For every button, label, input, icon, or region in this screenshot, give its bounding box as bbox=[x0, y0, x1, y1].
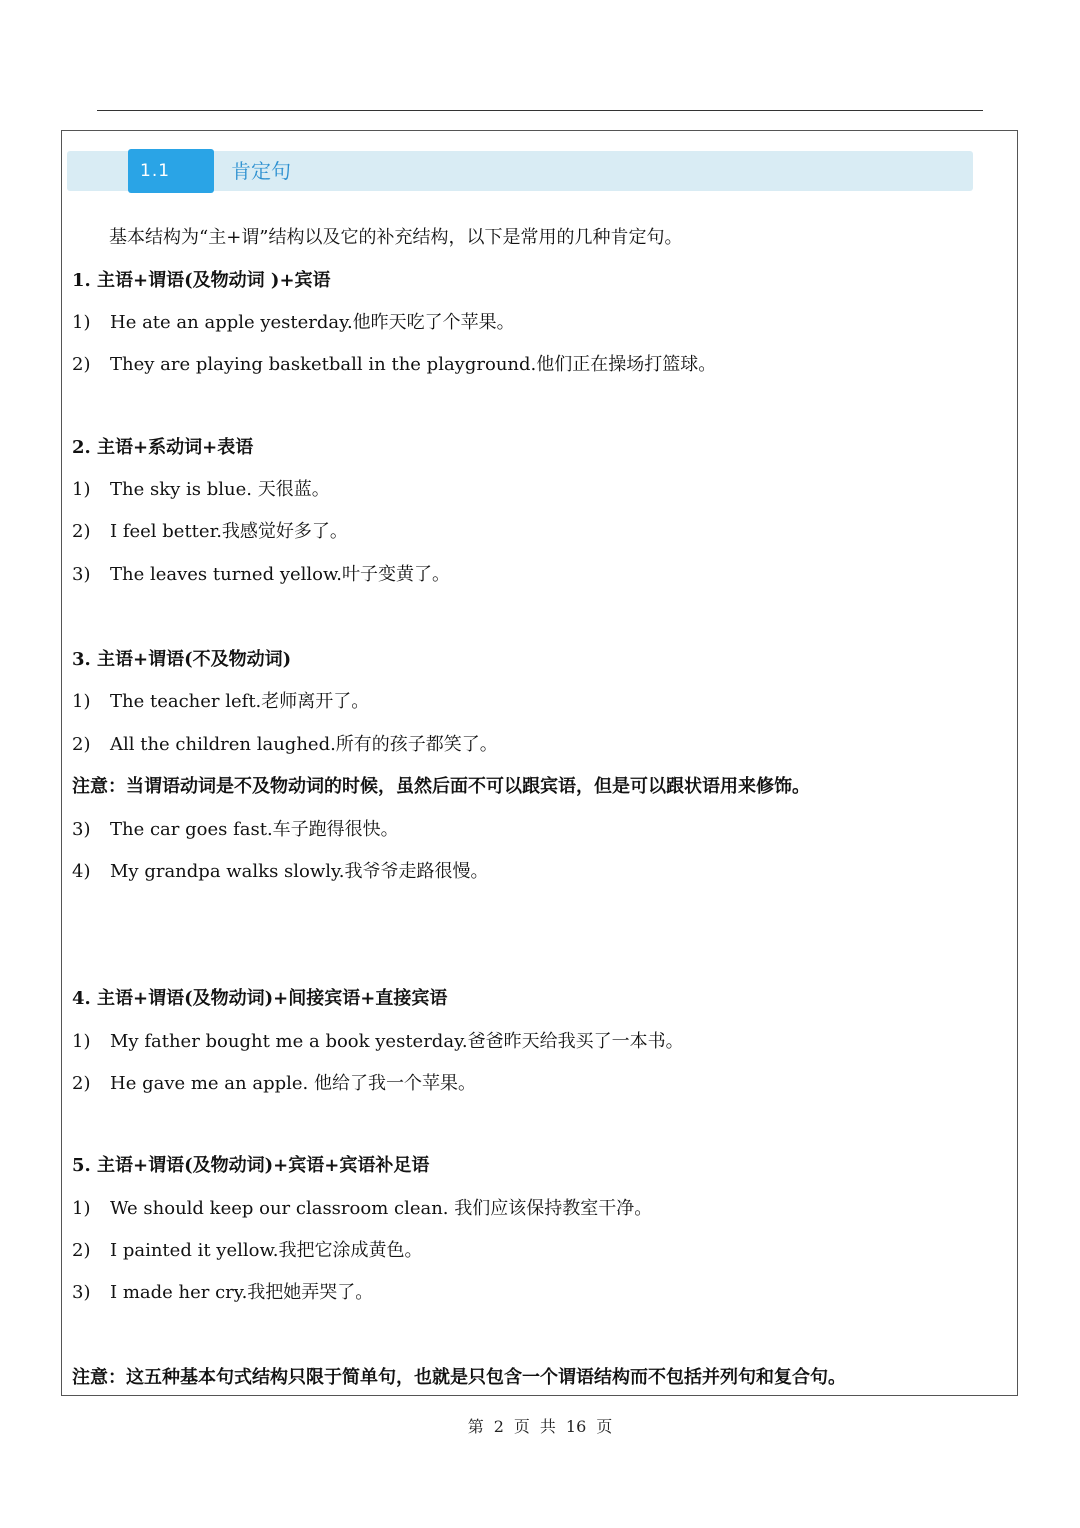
final-note: 注意：这五种基本句式结构只限于简单句，也就是只包含一个谓语结构而不包括并列句和复合句。 bbox=[72, 1367, 846, 1388]
list-item: 2) He gave me an apple. 他给了我一个苹果。 bbox=[72, 1073, 476, 1094]
group-heading-4: 4. 主语+谓语(及物动词)+间接宾语+直接宾语 bbox=[72, 988, 448, 1009]
footer-text: 页 bbox=[596, 1417, 613, 1436]
footer-text: 第 bbox=[467, 1417, 484, 1436]
list-item: 3) I made her cry.我把她弄哭了。 bbox=[72, 1282, 374, 1303]
group-heading-5: 5. 主语+谓语(及物动词)+宾语+宾语补足语 bbox=[72, 1155, 430, 1176]
section-banner bbox=[67, 151, 973, 191]
list-item: 2) I feel better.我感觉好多了。 bbox=[72, 521, 348, 542]
group-heading-1: 1. 主语+谓语(及物动词 )+宾语 bbox=[72, 270, 331, 291]
list-item: 4) My grandpa walks slowly.我爷爷走路很慢。 bbox=[72, 861, 489, 882]
group-heading-2: 2. 主语+系动词+表语 bbox=[72, 437, 254, 458]
note-text: 注意：当谓语动词是不及物动词的时候，虽然后面不可以跟宾语，但是可以跟状语用来修饰。 bbox=[72, 776, 810, 797]
footer-text: 页 bbox=[513, 1417, 530, 1436]
list-item: 2) I painted it yellow.我把它涂成黄色。 bbox=[72, 1240, 423, 1261]
list-item: 1) The sky is blue. 天很蓝。 bbox=[72, 479, 330, 500]
total-page-count: 16 bbox=[565, 1417, 587, 1436]
footer-text: 共 bbox=[539, 1417, 556, 1436]
content-frame bbox=[61, 130, 1018, 1396]
list-item: 1) The teacher left.老师离开了。 bbox=[72, 691, 370, 712]
list-item: 3) The car goes fast.车子跑得很快。 bbox=[72, 819, 399, 840]
section-title: 肯定句 bbox=[231, 159, 291, 183]
list-item: 2) All the children laughed.所有的孩子都笑了。 bbox=[72, 734, 498, 755]
group-heading-3: 3. 主语+谓语(不及物动词) bbox=[72, 649, 292, 670]
list-item: 1) He ate an apple yesterday.他昨天吃了个苹果。 bbox=[72, 312, 515, 333]
list-item: 3) The leaves turned yellow.叶子变黄了。 bbox=[72, 564, 450, 585]
header-rule bbox=[97, 110, 983, 111]
list-item: 2) They are playing basketball in the playground.他们正在操场打篮球。 bbox=[72, 354, 717, 375]
page-footer bbox=[0, 1414, 1080, 1437]
list-item: 1) We should keep our classroom clean. 我们应该保持教室干净。 bbox=[72, 1198, 653, 1219]
intro-text: 基本结构为“主+谓”结构以及它的补充结构，以下是常用的几种肯定句。 bbox=[109, 227, 683, 248]
current-page-number: 2 bbox=[493, 1417, 504, 1436]
section-number-badge: 1.1 bbox=[128, 149, 214, 193]
list-item: 1) My father bought me a book yesterday.爸爸昨天给我买了一本书。 bbox=[72, 1031, 684, 1052]
